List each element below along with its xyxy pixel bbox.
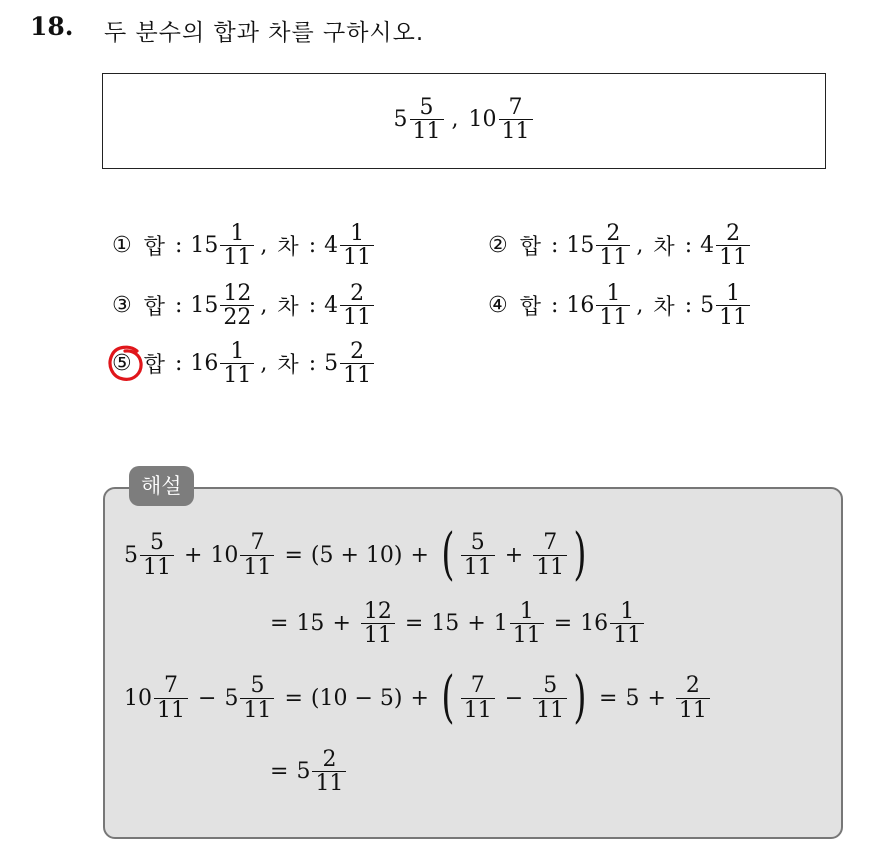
- colon: :: [684, 233, 693, 259]
- comma: ,: [451, 107, 459, 133]
- minus-sign: −: [504, 685, 524, 711]
- numerator: 5: [419, 95, 434, 120]
- term: 15: [296, 611, 325, 637]
- right-paren: ): [573, 665, 587, 730]
- colon: :: [308, 351, 317, 377]
- denominator: 11: [533, 698, 567, 722]
- denominator: 11: [340, 305, 374, 329]
- whole: 10: [468, 107, 497, 133]
- denominator: 11: [716, 305, 750, 329]
- numerator: 7: [470, 673, 485, 699]
- equals-sign: =: [599, 685, 618, 711]
- colon: :: [175, 233, 183, 259]
- whole: 4: [324, 233, 339, 259]
- numerator: 12: [363, 599, 392, 624]
- denominator: 11: [312, 771, 346, 795]
- denominator: 11: [240, 698, 274, 722]
- denominator: 11: [510, 623, 544, 647]
- numerator: 2: [322, 747, 337, 772]
- colon: :: [308, 233, 317, 259]
- equals-sign: =: [284, 685, 303, 711]
- whole: 4: [324, 293, 339, 319]
- term: 5: [625, 685, 640, 711]
- numerator: 12: [223, 281, 252, 306]
- colon: :: [175, 351, 183, 377]
- given-box: [102, 73, 826, 169]
- given-fractions: [103, 96, 825, 143]
- denominator: 11: [533, 555, 567, 579]
- numerator: 1: [230, 221, 245, 246]
- choice-3[interactable]: [112, 282, 376, 329]
- choice-2[interactable]: [488, 222, 752, 269]
- numerator: 2: [350, 281, 365, 306]
- choice-mark: ②: [488, 233, 508, 259]
- numerator: 1: [620, 599, 635, 624]
- numerator: 5: [470, 530, 485, 556]
- numerator: 7: [164, 673, 178, 699]
- numerator: 7: [543, 530, 558, 556]
- choice-4[interactable]: [488, 282, 752, 329]
- whole: 10: [124, 685, 152, 711]
- given-fraction-a: [394, 96, 446, 143]
- diff-label: 차: [653, 295, 675, 321]
- plus-sign: +: [410, 542, 429, 568]
- diff-label: 차: [277, 295, 299, 321]
- diff-label: 차: [653, 235, 675, 261]
- denominator: 11: [410, 119, 444, 143]
- denominator: 11: [340, 363, 374, 387]
- given-fraction-b: [469, 96, 535, 143]
- denominator: 11: [610, 623, 644, 647]
- equals-sign: =: [270, 611, 289, 637]
- right-paren: ): [573, 522, 587, 587]
- left-paren: (: [441, 665, 455, 730]
- whole: 5: [124, 542, 138, 568]
- solution-line-2: [262, 600, 646, 647]
- numerator: 2: [606, 221, 621, 246]
- plus-sign: +: [647, 685, 666, 711]
- question-text: 두 분수의 합과 차를 구하시오.: [104, 20, 425, 46]
- denominator: 11: [716, 245, 750, 269]
- choice-mark-selected: [112, 351, 132, 376]
- comma: ,: [260, 351, 268, 377]
- denominator: 11: [240, 555, 274, 579]
- whole: 15: [190, 293, 219, 319]
- whole: 5: [296, 759, 311, 785]
- plus-sign: +: [410, 685, 429, 711]
- denominator: 11: [499, 119, 533, 143]
- denominator: 11: [596, 305, 630, 329]
- numerator: 5: [250, 673, 265, 699]
- denominator: 11: [340, 245, 374, 269]
- numerator: 1: [726, 281, 741, 306]
- plus-sign: +: [332, 611, 351, 637]
- numerator: 7: [250, 530, 265, 556]
- whole-group: (5 + 10): [310, 542, 403, 568]
- whole: 16: [190, 351, 219, 377]
- choice-mark: ①: [112, 233, 132, 259]
- denominator: 11: [361, 623, 395, 647]
- numerator: 7: [508, 95, 523, 120]
- plus-sign: +: [467, 611, 486, 637]
- term: 15: [431, 611, 460, 637]
- equals-sign: =: [270, 759, 289, 785]
- whole-group: (10 − 5): [310, 685, 403, 711]
- denominator: 22: [220, 305, 254, 329]
- denominator: 11: [140, 555, 174, 579]
- plus-sign: +: [184, 542, 203, 568]
- plus-sign: +: [504, 542, 524, 568]
- whole: 1: [493, 611, 508, 637]
- whole: 10: [210, 542, 239, 568]
- solution-tag: 해설: [129, 466, 194, 506]
- sum-label: 합: [143, 295, 165, 321]
- denominator: 11: [154, 698, 188, 722]
- diff-label: 차: [277, 353, 299, 379]
- solution-line-3: [124, 665, 712, 730]
- whole: 16: [580, 611, 609, 637]
- colon: :: [175, 293, 183, 319]
- denominator: 11: [676, 698, 710, 722]
- numerator: 1: [350, 221, 365, 246]
- minus-sign: −: [198, 685, 217, 711]
- numerator: 1: [230, 339, 245, 364]
- whole: 15: [190, 233, 219, 259]
- denominator: 11: [461, 555, 495, 579]
- denominator: 11: [220, 363, 254, 387]
- sum-label: 합: [143, 235, 165, 261]
- numerator: 2: [350, 339, 365, 364]
- whole: 5: [700, 293, 715, 319]
- comma: ,: [636, 233, 644, 259]
- sum-label: 합: [519, 235, 541, 261]
- colon: :: [551, 293, 559, 319]
- sum-label: 합: [143, 353, 165, 379]
- whole: 4: [700, 233, 715, 259]
- equals-sign: =: [553, 611, 573, 637]
- comma: ,: [260, 293, 268, 319]
- denominator: 11: [461, 698, 495, 722]
- numerator: 1: [606, 281, 621, 306]
- numerator: 2: [726, 221, 741, 246]
- colon: :: [551, 233, 559, 259]
- denominator: 11: [220, 245, 254, 269]
- whole: 5: [324, 351, 339, 377]
- diff-label: 차: [277, 235, 299, 261]
- selection-circle-icon: [106, 343, 146, 383]
- equals-sign: =: [404, 611, 424, 637]
- numerator: 2: [685, 673, 700, 699]
- equals-sign: =: [284, 542, 303, 568]
- comma: ,: [636, 293, 644, 319]
- whole: 5: [224, 685, 239, 711]
- colon: :: [308, 293, 317, 319]
- numerator: 5: [543, 673, 558, 699]
- question-number: 18.: [30, 12, 74, 41]
- numerator: 1: [519, 599, 534, 624]
- solution-line-4: [262, 748, 348, 795]
- whole: 16: [566, 293, 595, 319]
- whole: 15: [566, 233, 595, 259]
- choice-mark: ④: [488, 293, 508, 319]
- solution-line-1: [124, 522, 591, 587]
- sum-label: 합: [519, 295, 541, 321]
- choice-mark: ③: [112, 293, 132, 319]
- denominator: 11: [596, 245, 630, 269]
- colon: :: [684, 293, 693, 319]
- comma: ,: [260, 233, 268, 259]
- whole: 5: [393, 107, 408, 133]
- left-paren: (: [441, 522, 455, 587]
- choice-5[interactable]: [112, 340, 376, 387]
- choice-1[interactable]: [112, 222, 376, 269]
- choice-mark: ⑤: [112, 351, 132, 377]
- numerator: 5: [150, 530, 164, 556]
